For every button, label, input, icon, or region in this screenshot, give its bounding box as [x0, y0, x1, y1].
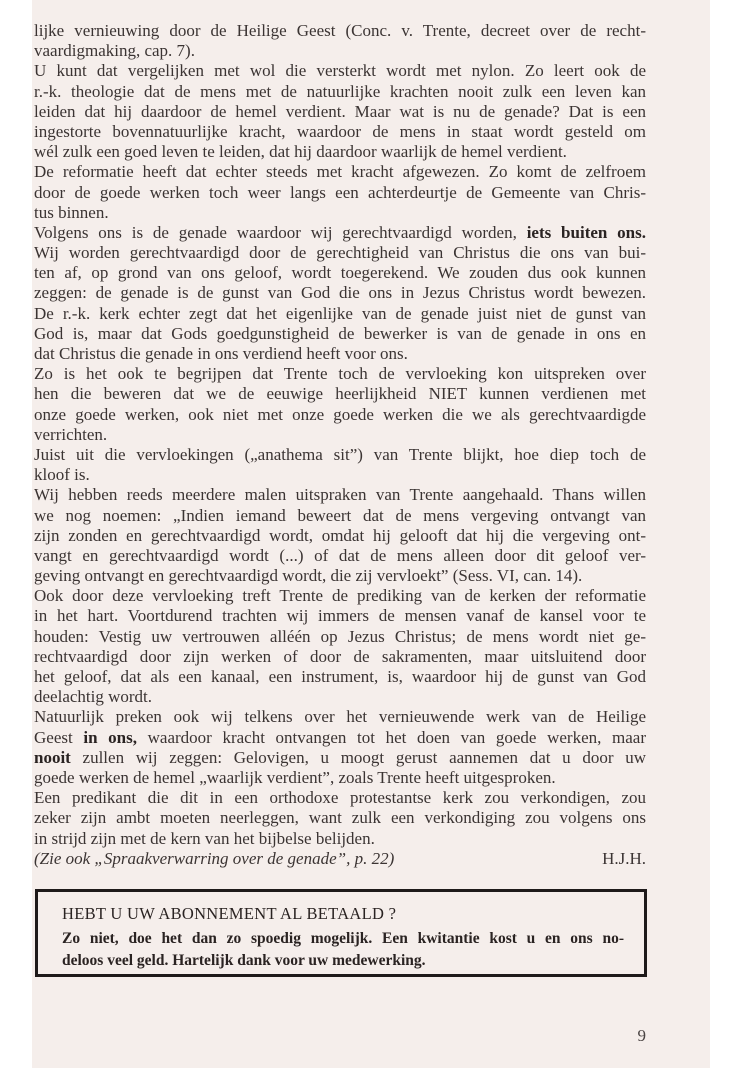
text-segment: Juist uit die vervloekingen („anathema sit”) van Trente blijkt, hoe diep toch de: [34, 444, 646, 464]
text-segment: vaardigmaking, cap. 7).: [34, 41, 195, 61]
text-segment: Zo is het ook te begrijpen dat Trente toch de vervloeking kon uitspreken over: [34, 364, 646, 384]
text-segment: het geloof, dat als een kanaal, een instrument, is, waardoor hij de gunst van God: [34, 667, 646, 686]
text-line: [34, 768, 646, 788]
text-segment: rechtvaardigd door zijn werken of door de sakramenten, maar uitsluitend door: [34, 646, 646, 666]
text-segment: God is, maar dat Gods goedgunstigheid de bewerker is van de genade in ons en: [34, 323, 646, 343]
text-line: [34, 203, 646, 223]
text-segment: waardoor kracht ontvangen tot het doen van goede werken, maar: [136, 727, 646, 747]
text-line: [34, 405, 646, 425]
text-segment: hen die beweren dat we de eeuwige heerlijkheid NIET kunnen verdienen met: [34, 384, 646, 404]
text-segment: zijn zonden en gerechtvaardigd wordt, omdat hij gelooft dat hij die vergeving ont-: [34, 525, 646, 545]
text-line: [34, 162, 646, 182]
text-segment: goede werken de hemel „waarlijk verdient”, zoals Trente heeft uitgesproken.: [34, 767, 556, 787]
bold-text: in ons,: [83, 727, 137, 747]
text-segment: leiden dat hij daardoor de hemel verdient. Maar wat is nu de genade? Dat is een: [34, 101, 646, 121]
text-line: [34, 304, 646, 324]
text-line: [34, 627, 646, 647]
text-segment: verrichten.: [34, 424, 108, 444]
text-line: [34, 526, 646, 546]
text-line: [34, 667, 646, 687]
bold-text: nooit: [34, 747, 71, 767]
text-line: [34, 707, 646, 727]
text-line: [34, 506, 646, 526]
text-segment: in strijd zijn met de kern van het bijbelse belijden.: [34, 828, 375, 848]
notice-title: HEBT U UW ABONNEMENT AL BETAALD ?: [62, 904, 397, 923]
text-segment: Volgens ons is de genade waardoor wij gerechtvaardigd worden,: [34, 222, 527, 242]
text-line: [34, 728, 646, 748]
notice-line: deloos veel geld. Hartelijk dank voor uw medewerking.: [62, 952, 426, 969]
text-line: [34, 425, 646, 445]
text-segment: in het hart. Voortdurend trachten wij immers de mensen vanaf de kansel voor te: [34, 606, 646, 626]
text-line: [34, 546, 646, 566]
text-segment: vangt en gerechtvaardigd wordt (...) of dat de mens alleen door dit geloof ver-: [34, 545, 646, 565]
text-line: [34, 788, 646, 808]
text-segment: ten af, op grond van ons geloof, wordt toegerekend. We zouden dus ook kunnen: [34, 263, 646, 283]
text-line: [34, 566, 646, 586]
text-line: [34, 82, 646, 102]
notice-text: [62, 928, 624, 972]
text-line: [34, 223, 646, 243]
text-segment: dat Christus die genade in ons verdiend heeft voor ons.: [34, 344, 408, 363]
text-segment: Wij worden gerechtvaardigd door de gerechtigheid van Christus die ons van bui-: [34, 243, 646, 263]
text-line: [34, 324, 646, 344]
text-segment: zullen wij zeggen: Gelovigen, u moogt gerust aannemen dat u door uw: [70, 747, 646, 767]
text-line: [34, 183, 646, 203]
text-segment: we nog noemen: „Indien iemand beweert dat de mens vergeving ontvangt van: [34, 505, 646, 525]
text-line: [34, 445, 646, 465]
text-segment: Wij hebben reeds meerdere malen uitspraken van Trente aangehaald. Thans willen: [34, 485, 646, 505]
article-footer: [34, 849, 646, 869]
bold-text: iets buiten ons.: [526, 222, 646, 242]
text-line: [34, 61, 646, 81]
text-line: [34, 102, 646, 122]
text-segment: ingestorte bovennatuurlijke kracht, waardoor de mens in staat wordt gesteld om: [34, 121, 646, 141]
text-line: [34, 142, 646, 162]
text-segment: tus binnen.: [34, 202, 109, 222]
text-segment: r.-k. theologie dat de mens met de natuurlijke krachten nooit zulk een leven kan: [34, 81, 646, 101]
text-line: [34, 384, 646, 404]
subscription-notice-box: [35, 889, 647, 977]
text-segment: De r.-k. kerk echter zegt dat het eigenlijke van de genade juist niet de gunst van: [34, 303, 646, 323]
text-segment: Een predikant die dit in een orthodoxe protestantse kerk zou verkondigen, zou: [34, 788, 646, 808]
text-line: [34, 606, 646, 626]
text-segment: lijke vernieuwing door de Heilige Geest (Conc. v. Trente, decreet over de recht-: [34, 21, 646, 40]
text-line: [34, 586, 646, 606]
text-line: [34, 687, 646, 707]
text-line: [34, 263, 646, 283]
text-line: [34, 465, 646, 485]
text-segment: wél zulk een goed leven te leiden, dat hij daardoor waarlijk de hemel verdient.: [34, 142, 567, 162]
text-segment: houden: Vestig uw vertrouwen alléén op Jezus Christus; de mens wordt niet ge-: [34, 626, 646, 646]
text-line: [34, 647, 646, 667]
text-segment: Ook door deze vervloeking treft Trente de prediking van de kerken der reformatie: [34, 586, 646, 606]
text-line: [34, 364, 646, 384]
notice-line: Zo niet, doe het dan zo spoedig mogelijk. Een kwitantie kost u en ons no-: [62, 930, 624, 947]
text-line: [34, 122, 646, 142]
text-segment: U kunt dat vergelijken met wol die versterkt wordt met nylon. Zo leert ook de: [34, 61, 646, 81]
text-line: [34, 748, 646, 768]
text-line: [34, 344, 646, 364]
text-segment: deelachtig wordt.: [34, 687, 153, 707]
text-segment: onze goede werken, ook niet met onze goede werken die we als gerechtvaardigde: [34, 404, 646, 424]
page-number: 9: [637, 1026, 646, 1045]
text-line: [34, 485, 646, 505]
text-segment: kloof is.: [34, 465, 90, 485]
text-line: [34, 283, 646, 303]
text-line: [34, 829, 646, 849]
text-line: [34, 243, 646, 263]
text-segment: Geest: [34, 727, 84, 747]
text-segment: zeker zijn ambt moeten neerleggen, want zulk een verkondiging zou volgens ons: [34, 808, 646, 828]
text-line: [34, 41, 646, 61]
text-segment: De reformatie heeft dat echter steeds met kracht afgewezen. Zo komt de zelfroem: [34, 162, 646, 182]
text-line: [34, 21, 646, 41]
text-segment: door de goede werken toch weer langs een achterdeurtje de Gemeente van Chris-: [34, 182, 646, 202]
text-segment: geving ontvangt en gerechtvaardigd wordt, die zij vervloekt” (Sess. VI, can. 14).: [34, 566, 583, 586]
cross-reference: (Zie ook „Spraakverwarring over de genade”, p. 22): [34, 848, 395, 868]
article-body: [34, 21, 646, 869]
author-initials: H.J.H.: [602, 848, 646, 868]
text-segment: zeggen: de genade is de gunst van God die ons in Jezus Christus wordt bewezen.: [34, 283, 646, 303]
text-line: [34, 808, 646, 828]
text-segment: Natuurlijk preken ook wij telkens over het vernieuwende werk van de Heilige: [34, 707, 646, 727]
